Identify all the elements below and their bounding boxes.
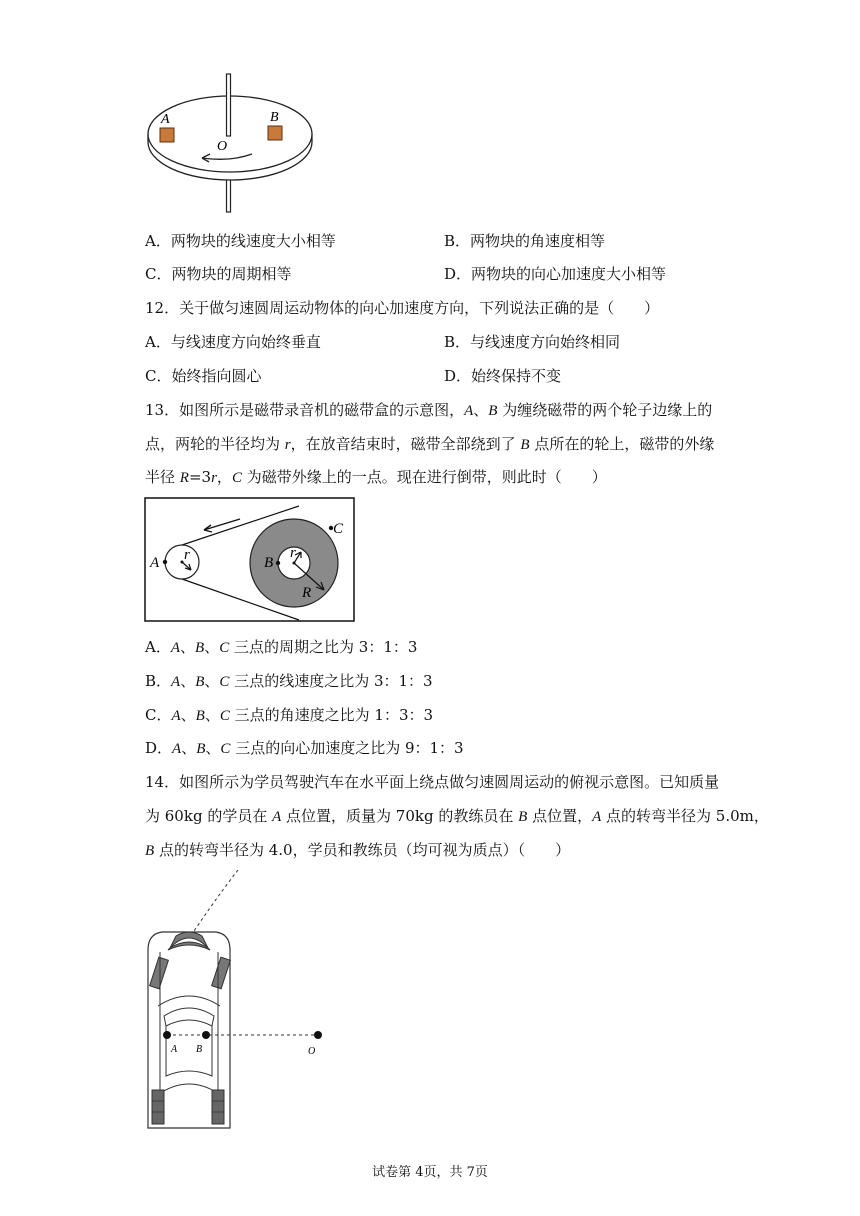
q12-option-c[interactable]: C．始终指向圆心	[145, 367, 262, 385]
block-a	[160, 128, 174, 142]
fig13-label-R: R	[302, 585, 312, 601]
q13-stem-line2: 点，两轮的半径均为 r，在放音结束时，磁带全部绕到了 B 点所在的轮上，磁带的外缘	[145, 435, 715, 453]
q13-option-a[interactable]: A．A、B、C 三点的周期之比为 3：1：3	[145, 638, 418, 656]
q12-stem: 12．关于做匀速圆周运动物体的向心加速度方向，下列说法正确的是（ ）	[145, 299, 660, 317]
fig14-label-o: O	[308, 1046, 316, 1057]
turntable-figure	[140, 70, 320, 216]
q13-option-b[interactable]: B．A、B、C 三点的线速度之比为 3：1：3	[145, 672, 433, 690]
q12-option-a[interactable]: A．与线速度方向始终垂直	[145, 333, 321, 351]
q13-option-c[interactable]: C．A、B、C 三点的角速度之比为 1：3：3	[145, 706, 434, 724]
fig13-label-b: B	[264, 555, 274, 571]
label-o: O	[217, 139, 228, 154]
q12-option-d[interactable]: D．始终保持不变	[444, 367, 562, 385]
rear-right-wheel	[212, 1090, 224, 1124]
q14-stem-line1: 14．如图所示为学员驾驶汽车在水平面上绕点做匀速圆周运动的俯视示意图。已知质量	[145, 773, 720, 791]
rear-left-wheel	[152, 1090, 164, 1124]
q11-option-a[interactable]: A．两物块的线速度大小相等	[145, 232, 336, 250]
axle-top	[227, 74, 231, 136]
label-b: B	[270, 110, 279, 125]
q13-stem-line1: 13．如图所示是磁带录音机的磁带盒的示意图，A、B 为缠绕磁带的两个轮子边缘上的	[145, 401, 713, 419]
car-figure	[140, 866, 340, 1134]
point-b	[202, 1031, 210, 1039]
fig13-label-r-big: r	[290, 545, 296, 561]
block-b	[268, 126, 282, 140]
cassette-figure	[144, 497, 356, 623]
label-a: A	[161, 112, 170, 127]
q12-option-b[interactable]: B．与线速度方向始终相同	[444, 333, 621, 351]
point-o	[314, 1031, 322, 1039]
q11-option-d[interactable]: D．两物块的向心加速度大小相等	[444, 265, 667, 283]
q13-stem-line3: 半径 R=3r，C 为磁带外缘上的一点。现在进行倒带，则此时（ ）	[145, 468, 607, 486]
fig14-label-b: B	[196, 1044, 203, 1055]
q14-stem-line2: 为 60kg 的学员在 A 点位置，质量为 70kg 的教练员在 B 点位置，A 点的转弯半径为 5.0m，	[145, 807, 769, 825]
fig13-label-a: A	[150, 555, 160, 571]
fig13-label-r-small: r	[184, 547, 190, 563]
point-a	[163, 1031, 171, 1039]
fig14-label-a: A	[171, 1044, 178, 1055]
fig13-label-c: C	[333, 521, 344, 537]
page-footer: 试卷第 4页，共 7页	[372, 1165, 488, 1180]
q11-option-c[interactable]: C．两物块的周期相等	[145, 265, 292, 283]
q14-stem-line3: B 点的转弯半径为 4.0，学员和教练员（均可视为质点）（ ）	[145, 841, 571, 859]
q13-option-d[interactable]: D．A、B、C 三点的向心加速度之比为 9：1：3	[145, 739, 464, 757]
q11-option-b[interactable]: B．两物块的角速度相等	[444, 232, 606, 250]
